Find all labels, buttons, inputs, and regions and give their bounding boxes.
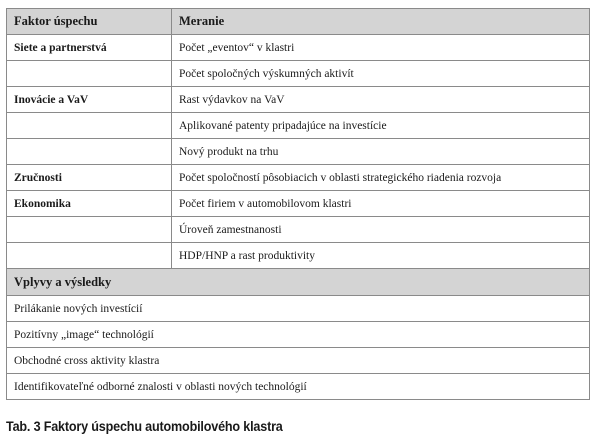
table-row [7, 139, 590, 165]
result-row [7, 322, 590, 348]
measure-cell: Úroveň zamestnanosti [172, 217, 590, 243]
section-title: Vplyvy a výsledky [7, 269, 590, 296]
table-row [7, 217, 590, 243]
result-cell: Obchodné cross aktivity klastra [7, 348, 590, 374]
factor-cell: Inovácie a VaV [7, 87, 172, 113]
measure-cell: Aplikované patenty pripadajúce na investície [172, 113, 590, 139]
measure-cell: Nový produkt na trhu [172, 139, 590, 165]
factor-cell: Ekonomika [7, 191, 172, 217]
table-header-row [7, 9, 590, 35]
table-caption: Tab. 3 Faktory úspechu automobilového klastra [6, 418, 283, 434]
factor-cell: Siete a partnerstvá [7, 35, 172, 61]
result-row [7, 296, 590, 322]
table-row [7, 165, 590, 191]
factor-cell [7, 139, 172, 165]
result-row [7, 374, 590, 400]
factor-cell: Zručnosti [7, 165, 172, 191]
table-row [7, 113, 590, 139]
result-cell: Pozitívny „image“ technológií [7, 322, 590, 348]
factor-cell [7, 61, 172, 87]
table-row [7, 35, 590, 61]
result-cell: Prilákanie nových investícií [7, 296, 590, 322]
result-cell: Identifikovateľné odborné znalosti v oblasti nových technológií [7, 374, 590, 400]
header-factor: Faktor úspechu [7, 9, 172, 35]
factor-cell [7, 113, 172, 139]
measure-cell: HDP/HNP a rast produktivity [172, 243, 590, 269]
table-row [7, 191, 590, 217]
measure-cell: Rast výdavkov na VaV [172, 87, 590, 113]
measure-cell: Počet „eventov“ v klastri [172, 35, 590, 61]
table-row [7, 243, 590, 269]
table-row [7, 87, 590, 113]
table-row [7, 61, 590, 87]
factor-cell [7, 243, 172, 269]
result-row [7, 348, 590, 374]
measure-cell: Počet firiem v automobilovom klastri [172, 191, 590, 217]
section-header-row [7, 269, 590, 296]
factor-cell [7, 217, 172, 243]
measure-cell: Počet spoločností pôsobiacich v oblasti strategického riadenia rozvoja [172, 165, 590, 191]
header-measure: Meranie [172, 9, 590, 35]
success-factors-table [6, 8, 590, 400]
measure-cell: Počet spoločných výskumných aktivít [172, 61, 590, 87]
